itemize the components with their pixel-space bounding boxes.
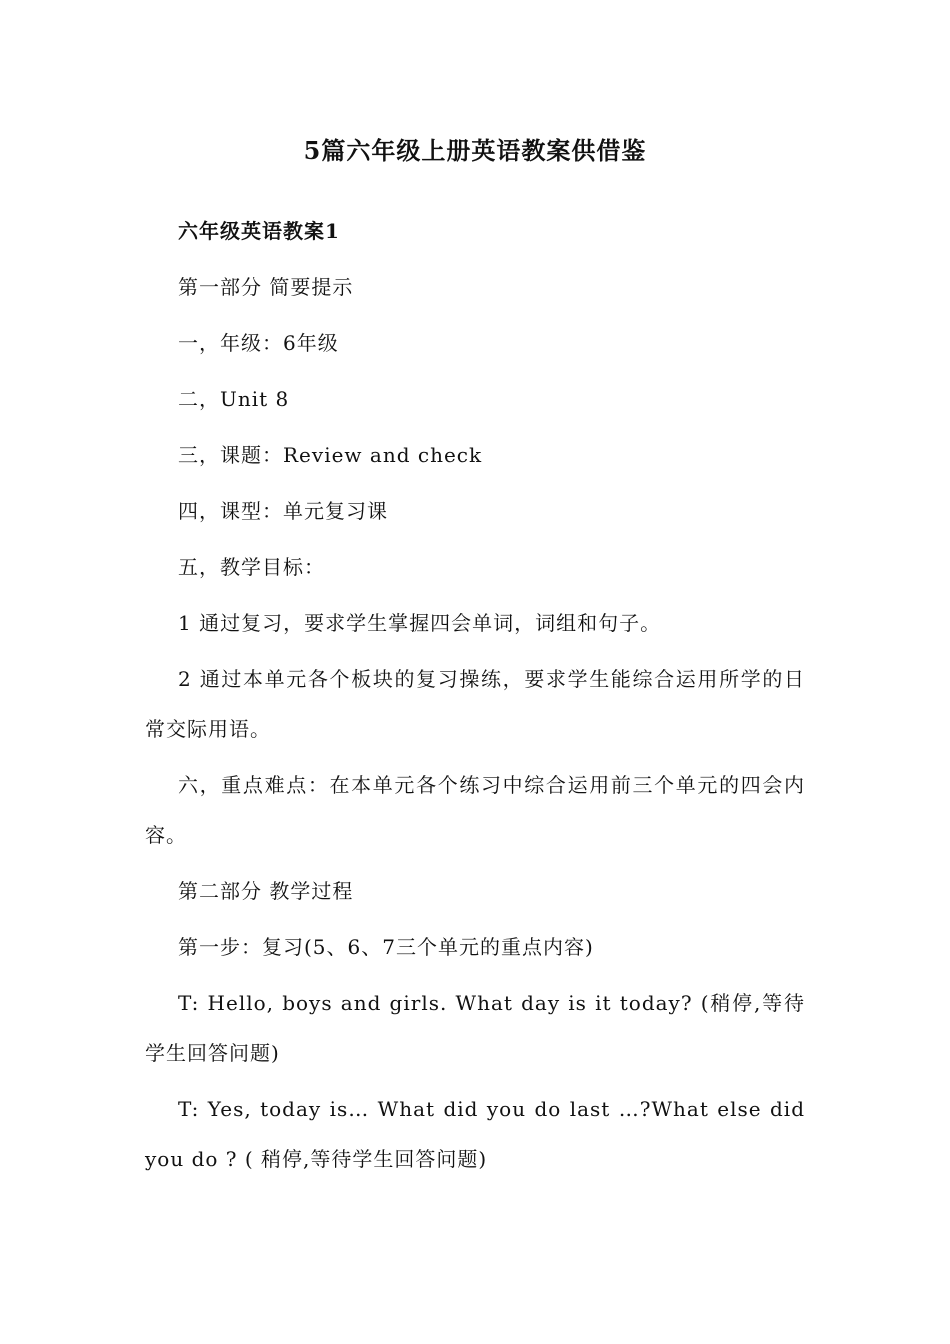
section-heading-overview: 第一部分 简要提示 [178, 275, 354, 299]
paragraph-dialogue-1: T: Hello, boys and girls. What day is it today? (稍停,等待学生回答问题) [145, 991, 805, 1065]
paragraph-unit: 二，Unit 8 [178, 387, 290, 411]
paragraph-step-1: 第一步：复习(5、6、7三个单元的重点内容) [178, 935, 594, 959]
document-body [145, 206, 805, 1190]
section-heading-process: 第二部分 教学过程 [178, 879, 354, 903]
document-title: 5篇六年级上册英语教案供借鉴 [303, 136, 647, 165]
paragraph-lesson-type: 四，课型：单元复习课 [178, 499, 388, 523]
paragraph-grade: 一，年级：6年级 [178, 331, 339, 355]
paragraph-key-points: 六，重点难点：在本单元各个练习中综合运用前三个单元的四会内容。 [145, 773, 805, 847]
paragraph-objective-2: 2 通过本单元各个板块的复习操练，要求学生能综合运用所学的日常交际用语。 [145, 667, 805, 741]
paragraph-objectives-heading: 五，教学目标： [178, 555, 325, 579]
paragraph-objective-1: 1 通过复习，要求学生掌握四会单词，词组和句子。 [178, 611, 662, 635]
paragraph-dialogue-2: T: Yes, today is… What did you do last …?What else did you do ? ( 稍停,等待学生回答问题) [145, 1097, 805, 1171]
lesson-heading: 六年级英语教案1 [178, 219, 340, 243]
paragraph-topic: 三，课题：Review and check [178, 443, 483, 467]
